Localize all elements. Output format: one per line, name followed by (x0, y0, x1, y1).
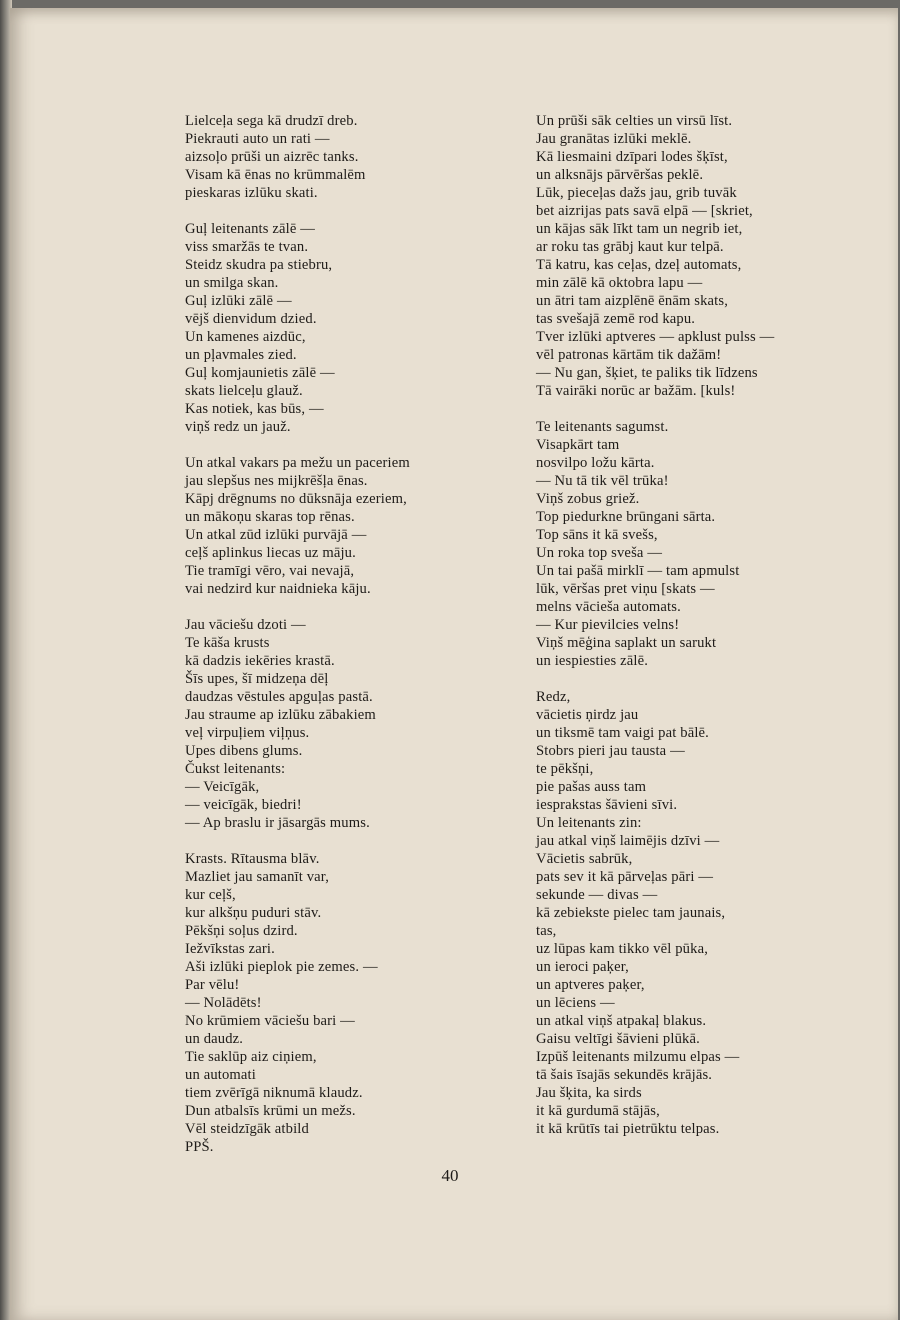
poem-line: pats sev it kā pārveļas pāri — (536, 869, 714, 885)
poem-line: tas, (536, 923, 557, 939)
poem-line: Viņš zobus griež. (536, 491, 640, 507)
poem-line: un pļavmales zied. (185, 347, 297, 363)
poem-line: Dun atbalsīs krūmi un mežs. (185, 1103, 356, 1119)
poem-line: nosvilpo ložu kārta. (536, 455, 655, 471)
poem-line: un iespiesties zālē. (536, 653, 649, 669)
poem-column-right (536, 112, 866, 1156)
poem-line: Krasts. Rītausma blāv. (185, 851, 320, 867)
poem-line: Šīs upes, šī midzeņa dēļ (185, 671, 329, 687)
poem-line: un lēciens — (536, 995, 615, 1011)
poem-line: jau atkal viņš laimējis dzīvi — (536, 833, 720, 849)
poem-line: un ieroci paķer, (536, 959, 629, 975)
poem-line: Upes dibens glums. (185, 743, 303, 759)
poem-line: kā dadzis iekēries krastā. (185, 653, 335, 669)
poem-line: kur alkšņu puduri stāv. (185, 905, 322, 921)
poem-line: Aši izlūki pieplok pie zemes. — (185, 959, 378, 975)
poem-line: kur ceļš, (185, 887, 236, 903)
poem-line: Visam kā ēnas no krūmmalēm (185, 167, 366, 183)
poem-line: — Ap braslu ir jāsargās mums. (185, 815, 370, 831)
poem-line: Guļ komjaunietis zālē — (185, 365, 335, 381)
poem-line: Jau straume ap izlūku zābakiem (185, 707, 376, 723)
poem-line: tā šais īsajās sekundēs krājās. (536, 1067, 713, 1083)
poem-line: Vēl steidzīgāk atbild (185, 1121, 309, 1137)
poem-line: Tā vairāki norūc ar bažām. [kuls! (536, 383, 736, 399)
poem-line: vācietis ņirdz jau (536, 707, 639, 723)
poem-line: te pēkšņi, (536, 761, 594, 777)
poem-line: — veicīgāk, biedri! (185, 797, 302, 813)
poem-line: viss smaržās te tvan. (185, 239, 309, 255)
poem-line: Mazliet jau samanīt var, (185, 869, 330, 885)
poem-line: ceļš aplinkus liecas uz māju. (185, 545, 356, 561)
poem-line: Tie saklūp aiz ciņiem, (185, 1049, 317, 1065)
poem-line: — Nu tā tik vēl trūka! (536, 473, 669, 489)
poem-line: it kā gurdumā stājās, (536, 1103, 660, 1119)
stanza (185, 454, 515, 598)
stanza (536, 418, 866, 670)
poem-line: Top piedurkne brūngani sārta. (536, 509, 716, 525)
stanza (185, 850, 515, 1156)
poem-line: Lūk, pieceļas dažs jau, grib tuvāk (536, 185, 737, 201)
poem-line: — Nolādēts! (185, 995, 262, 1011)
poem-line: Čukst leitenants: (185, 761, 286, 777)
poem-line: veļ virpuļiem viļņus. (185, 725, 310, 741)
poem-line: un atkal viņš atpakaļ blakus. (536, 1013, 707, 1029)
poem-line: vēl patronas kārtām tik dažām! (536, 347, 722, 363)
poem-line: Guļ izlūki zālē — (185, 293, 292, 309)
stanza (185, 616, 515, 832)
poem-line: un mākoņu skaras top rēnas. (185, 509, 355, 525)
poem-line: Iežvīkstas zari. (185, 941, 275, 957)
poem-line: Un kamenes aizdūc, (185, 329, 306, 345)
poem-line: aizsoļo prūši un aizrēc tanks. (185, 149, 359, 165)
poem-line: daudzas vēstules apguļas pastā. (185, 689, 373, 705)
poem-line: Kāpj drēgnums no dūksnāja ezeriem, (185, 491, 407, 507)
poem-line: Kas notiek, kas būs, — (185, 401, 324, 417)
poem-line: Un tai pašā mirklī — tam apmulst (536, 563, 740, 579)
poem-line: uz lūpas kam tikko vēl pūka, (536, 941, 708, 957)
poem-line: lūk, vēršas pret viņu [skats — (536, 581, 715, 597)
poem-line: Lielceļa sega kā drudzī dreb. (185, 113, 358, 129)
poem-line: tas svešajā zemē rod kapu. (536, 311, 696, 327)
poem-line: Un roka top sveša — (536, 545, 663, 561)
poem-line: PPŠ. (185, 1139, 214, 1155)
poem-line: — Kur pievilcies velns! (536, 617, 680, 633)
poem-line: sekunde — divas — (536, 887, 658, 903)
stanza (185, 112, 515, 202)
poem-line: Viņš mēģina saplakt un sarukt (536, 635, 717, 651)
poem-line: Te leitenants sagumst. (536, 419, 669, 435)
stanza (536, 112, 866, 400)
poem-line: Top sāns it kā svešs, (536, 527, 658, 543)
poem-line: Steidz skudra pa stiebru, (185, 257, 333, 273)
poem-line: Piekrauti auto un rati — (185, 131, 330, 147)
poem-line: it kā krūtīs tai pietrūktu telpas. (536, 1121, 720, 1137)
poem-line: tiem zvērīgā niknumā klaudz. (185, 1085, 363, 1101)
poem-line: viņš redz un jauž. (185, 419, 291, 435)
poem-line: Tver izlūki aptveres — apklust pulss — (536, 329, 775, 345)
poem-line: melns vācieša automats. (536, 599, 681, 615)
poem-line: un smilga skan. (185, 275, 279, 291)
poem-line: Vācietis sabrūk, (536, 851, 633, 867)
poem-line: — Nu gan, šķiet, te paliks tik līdzens (536, 365, 758, 381)
poem-line: un aptveres paķer, (536, 977, 645, 993)
poem-line: Redz, (536, 689, 571, 705)
poem-line: vējš dienvidum dzied. (185, 311, 317, 327)
poem-line: Pēkšņi soļus dzird. (185, 923, 298, 939)
poem-line: Guļ leitenants zālē — (185, 221, 315, 237)
stanza (536, 688, 866, 1138)
poem-line: Un leitenants zin: (536, 815, 642, 831)
poem-line: skats lielceļu glauž. (185, 383, 303, 399)
poem-line: Tā katru, kas ceļas, dzeļ automats, (536, 257, 742, 273)
poem-line: Jau granātas izlūki meklē. (536, 131, 692, 147)
poem-line: — Veicīgāk, (185, 779, 260, 795)
poem-line: jau slepšus nes mijkrēšļa ēnas. (185, 473, 368, 489)
poem-line: Stobrs pieri jau tausta — (536, 743, 685, 759)
poem-line: kā zebiekste pielec tam jaunais, (536, 905, 726, 921)
poem-line: Un prūši sāk celties un virsū līst. (536, 113, 733, 129)
poem-line: ar roku tas grābj kaut kur telpā. (536, 239, 724, 255)
poem-line: Par vēlu! (185, 977, 240, 993)
poem-line: Izpūš leitenants milzumu elpas — (536, 1049, 740, 1065)
poem-line: No krūmiem vāciešu bari — (185, 1013, 355, 1029)
poem-line: Tie tramīgi vēro, vai nevajā, (185, 563, 355, 579)
poem-line: pie pašas auss tam (536, 779, 647, 795)
poem-line: bet aizrijas pats savā elpā — [skriet, (536, 203, 753, 219)
poem-line: min zālē kā oktobra lapu — (536, 275, 703, 291)
poem-line: Gaisu veltīgi šāvieni plūkā. (536, 1031, 700, 1047)
poem-line: un alksnājs pārvēršas peklē. (536, 167, 704, 183)
poem-line: Un atkal zūd izlūki purvājā — (185, 527, 367, 543)
poem-line: un daudz. (185, 1031, 244, 1047)
page-number: 40 (441, 1166, 459, 1185)
poem-line: un ātri tam aizplēnē ēnām skats, (536, 293, 729, 309)
poem-line: Un atkal vakars pa mežu un paceriem (185, 455, 410, 471)
poem-line: iesprakstas šāvieni sīvi. (536, 797, 678, 813)
poem-line: vai nedzird kur naidnieka kāju. (185, 581, 371, 597)
poem-line: Jau vāciešu dzoti — (185, 617, 306, 633)
poem-line: Te kāša krusts (185, 635, 270, 651)
poem-line: Jau šķita, ka sirds (536, 1085, 642, 1101)
poem-column-left (185, 112, 515, 1174)
poem-line: Kā liesmaini dzīpari lodes šķīst, (536, 149, 728, 165)
poem-line: un automati (185, 1067, 256, 1083)
poem-line: un tiksmē tam vaigi pat bālē. (536, 725, 709, 741)
stanza (185, 220, 515, 436)
poem-line: Visapkārt tam (536, 437, 620, 453)
poem-line: pieskaras izlūku skati. (185, 185, 318, 201)
poem-line: un kājas sāk līkt tam un negrib iet, (536, 221, 743, 237)
